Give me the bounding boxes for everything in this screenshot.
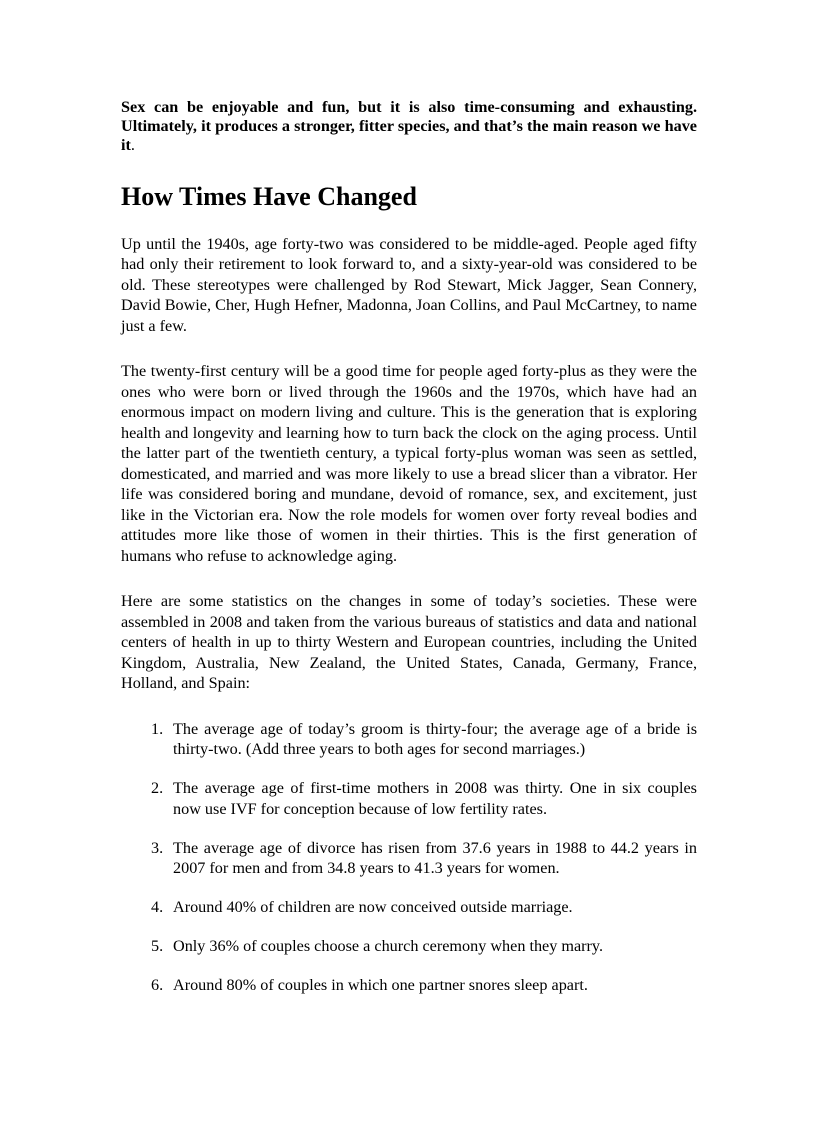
section-heading: How Times Have Changed bbox=[121, 181, 417, 211]
list-item-number: 6. bbox=[151, 976, 164, 995]
list-item-text: Only 36% of couples choose a church ceremony when they marry. bbox=[173, 937, 604, 956]
list-item-number: 3. bbox=[151, 838, 164, 857]
statistics-list-item bbox=[121, 897, 697, 918]
body-paragraph-1: Up until the 1940s, age forty-two was considered to be middle-aged. People aged fifty had only their retirement to look forward to, and a sixty-year-old was considered to be old. These stereotypes were challenged by Rod Stewart, Mick Jagger, Sean Connery, David Bowie, Cher, Hugh Hefner, Madonna, Joan Collins, and Paul McCartney, to name just a few. bbox=[121, 234, 697, 335]
intro-period: . bbox=[130, 136, 135, 155]
intro-paragraph bbox=[121, 98, 697, 156]
statistics-list bbox=[121, 719, 697, 996]
list-item-number: 1. bbox=[151, 719, 164, 738]
list-item-text: The average age of divorce has risen from 37.6 years in 1988 to 44.2 years in 2007 for men and from 34.8 years to 41.3 years for women. bbox=[173, 838, 697, 878]
statistics-list-item bbox=[121, 778, 697, 819]
list-item-text: Around 80% of couples in which one partner snores sleep apart. bbox=[173, 976, 588, 995]
document-page bbox=[121, 98, 697, 1014]
intro-bold-text: Sex can be enjoyable and fun, but it is also time-consuming and exhausting. Ultimately, it produces a stronger, fitter species, and that’s the main reason we have it bbox=[121, 98, 697, 155]
body-paragraph-2: The twenty-first century will be a good time for people aged forty-plus as they were the ones who were born or lived through the 1960s and the 1970s, which have had an enormous impact on modern living and culture. This is the generation that is exploring health and longevity and learning how to turn back the clock on the aging process. Until the latter part of the twentieth century, a typical forty-plus woman was seen as settled, domesticated, and married and was more likely to use a bread slicer than a vibrator. Her life was considered boring and mundane, devoid of romance, sex, and excitement, just like in the Victorian era. Now the role models for women over forty reveal bodies and attitudes more like those of women in their thirties. This is the first generation of humans who refuse to acknowledge aging. bbox=[121, 362, 697, 565]
list-item-text: Around 40% of children are now conceived outside marriage. bbox=[173, 898, 573, 917]
body-paragraph-3: Here are some statistics on the changes in some of today’s societies. These were assembled in 2008 and taken from the various bureaus of statistics and data and national centers of health in up to thirty Western and European countries, including the United Kingdom, Australia, New Zealand, the United States, Canada, Germany, France, Holland, and Spain: bbox=[121, 592, 697, 693]
statistics-list-item bbox=[121, 719, 697, 760]
statistics-list-item bbox=[121, 975, 697, 996]
list-item-text: The average age of today’s groom is thirty-four; the average age of a bride is thirty-two. (Add three years to both ages for second marriages.) bbox=[173, 719, 697, 759]
statistics-list-item bbox=[121, 838, 697, 879]
list-item-number: 2. bbox=[151, 779, 164, 798]
list-item-number: 5. bbox=[151, 937, 164, 956]
list-item-text: The average age of first-time mothers in 2008 was thirty. One in six couples now use IVF for conception because of low fertility rates. bbox=[173, 779, 697, 818]
list-item-number: 4. bbox=[151, 898, 164, 917]
statistics-list-item bbox=[121, 936, 697, 957]
